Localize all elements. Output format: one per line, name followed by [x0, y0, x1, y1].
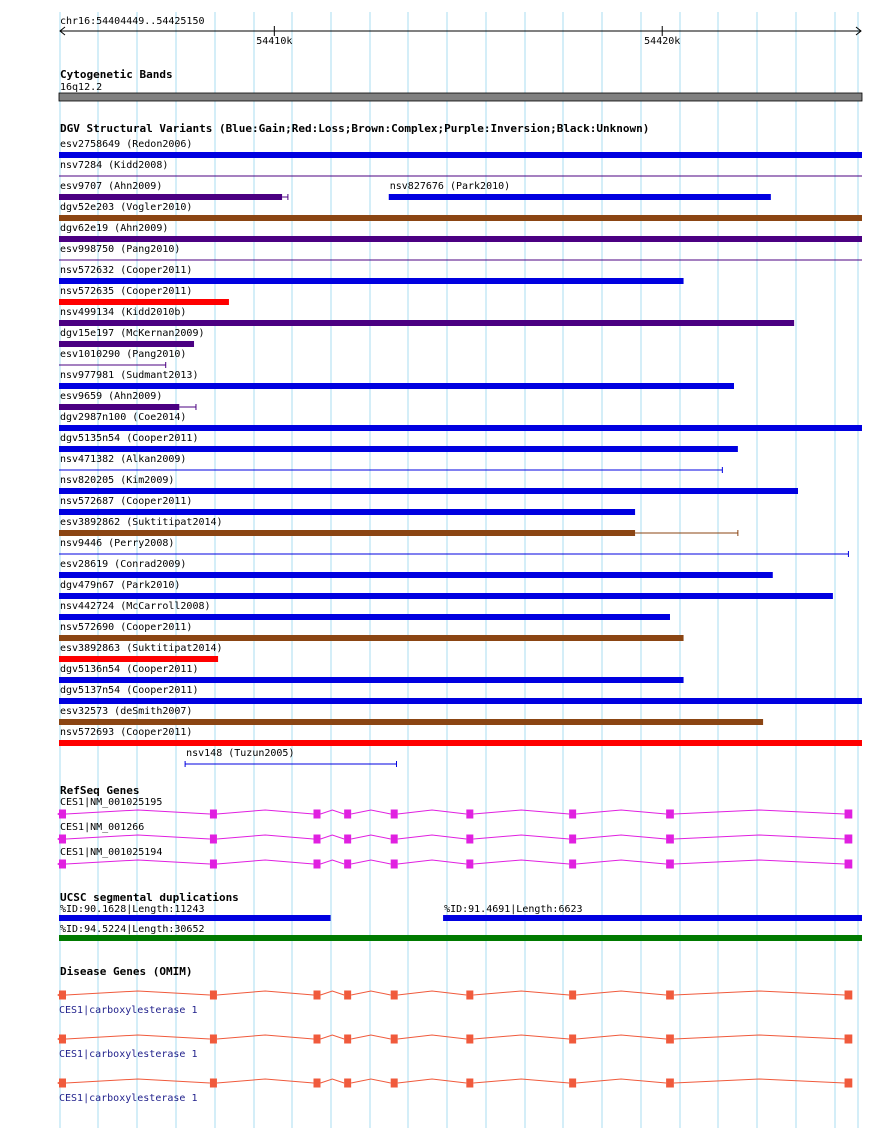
dgv-variant-label: nsv9446 (Perry2008) — [60, 538, 175, 549]
cytogenetic-bands-track[interactable] — [59, 68, 862, 101]
dgv-variant-label: nsv572632 (Cooper2011) — [60, 265, 193, 276]
dgv-variant-bar[interactable] — [59, 152, 862, 158]
dgv-variant[interactable] — [59, 727, 862, 746]
exon[interactable] — [391, 991, 398, 1000]
refseq-gene[interactable] — [58, 797, 852, 819]
intron — [217, 1035, 314, 1039]
intron — [321, 810, 345, 814]
segdup-bar[interactable] — [59, 915, 331, 921]
dgv-variant-bar[interactable] — [59, 488, 798, 494]
exon[interactable] — [391, 860, 398, 869]
exon[interactable] — [466, 835, 473, 844]
dgv-variant[interactable] — [59, 286, 229, 305]
dgv-variant-label: nsv499134 (Kidd2010b) — [60, 307, 187, 318]
intron — [351, 810, 391, 814]
exon[interactable] — [569, 1035, 576, 1044]
dgv-variant[interactable] — [59, 370, 734, 389]
omim-gene[interactable] — [58, 1035, 852, 1061]
dgv-variant[interactable] — [59, 412, 862, 431]
dgv-variant-label: nsv148 (Tuzun2005) — [186, 748, 295, 759]
omim-disease-genes-track[interactable] — [58, 965, 852, 1104]
exon[interactable] — [210, 810, 217, 819]
refseq-genes-track[interactable] — [58, 784, 852, 869]
exon[interactable] — [344, 860, 351, 869]
exon[interactable] — [845, 1035, 853, 1044]
intron — [576, 991, 666, 995]
dgv-variant-bar[interactable] — [59, 593, 833, 599]
dgv-variant[interactable] — [59, 307, 794, 326]
intron — [674, 860, 845, 864]
exon[interactable] — [666, 991, 674, 1000]
intron — [674, 1079, 845, 1083]
dgv-variant-label: esv1010290 (Pang2010) — [60, 349, 187, 360]
exon[interactable] — [845, 810, 853, 819]
intron — [217, 810, 314, 814]
dgv-variant-bar[interactable] — [59, 677, 684, 683]
exon[interactable] — [314, 1079, 321, 1088]
exon[interactable] — [845, 991, 853, 1000]
intron — [217, 860, 314, 864]
omim-gene-label: CES1|carboxylesterase 1 — [59, 1093, 198, 1104]
exon[interactable] — [569, 1079, 576, 1088]
cytogenetic-bands-title: Cytogenetic Bands — [60, 68, 173, 81]
dgv-variant[interactable] — [59, 601, 670, 620]
intron — [351, 1079, 391, 1083]
dgv-variant-bar[interactable] — [389, 194, 771, 200]
dgv-variant-bar[interactable] — [59, 215, 862, 221]
intron — [674, 835, 845, 839]
segdup-label: %ID:94.5224|Length:30652 — [60, 924, 205, 935]
exon[interactable] — [466, 1035, 473, 1044]
dgv-variant-bar[interactable] — [59, 320, 794, 326]
exon[interactable] — [666, 1035, 674, 1044]
intron — [66, 1035, 210, 1039]
exon[interactable] — [314, 860, 321, 869]
exon[interactable] — [344, 810, 351, 819]
dgv-variant-label: nsv7284 (Kidd2008) — [60, 160, 169, 171]
dgv-structural-variants-track[interactable] — [59, 122, 862, 767]
segmental-duplications-track[interactable] — [59, 891, 862, 941]
intron — [674, 810, 845, 814]
dgv-variant-bar[interactable] — [59, 404, 179, 410]
exon[interactable] — [59, 835, 66, 844]
dgv-variant[interactable] — [59, 349, 186, 368]
intron — [351, 991, 391, 995]
refseq-track-title: RefSeq Genes — [60, 784, 140, 797]
dgv-variant-bar[interactable] — [59, 299, 229, 305]
dgv-variant[interactable] — [389, 181, 771, 200]
intron — [66, 860, 210, 864]
dgv-variant[interactable] — [59, 643, 223, 662]
exon[interactable] — [845, 835, 853, 844]
dgv-variant[interactable] — [59, 538, 848, 557]
segdup-item[interactable] — [59, 904, 331, 921]
intron — [217, 1079, 314, 1083]
intron — [217, 835, 314, 839]
refseq-gene-label: CES1|NM_001025194 — [60, 847, 163, 858]
intron — [66, 835, 210, 839]
dgv-variant[interactable] — [59, 559, 773, 578]
ruler-tick-label: 54410k — [256, 36, 293, 47]
intron — [576, 1035, 666, 1039]
dgv-variant-bar[interactable] — [59, 635, 684, 641]
intron — [473, 835, 569, 839]
exon[interactable] — [391, 1035, 398, 1044]
dgv-variant[interactable] — [59, 706, 763, 725]
dgv-variant-label: dgv15e197 (McKernan2009) — [60, 328, 205, 339]
dgv-variant[interactable] — [59, 391, 196, 410]
dgv-variant[interactable] — [59, 517, 738, 536]
segdup-bar[interactable] — [443, 915, 862, 921]
intron — [321, 1035, 345, 1039]
exon[interactable] — [210, 991, 217, 1000]
intron — [321, 835, 345, 839]
segdup-item[interactable] — [59, 924, 862, 941]
refseq-gene[interactable] — [58, 847, 852, 869]
exon[interactable] — [666, 835, 674, 844]
intron — [674, 991, 845, 995]
intron — [217, 991, 314, 995]
exon[interactable] — [344, 1035, 351, 1044]
intron — [473, 860, 569, 864]
intron — [473, 810, 569, 814]
dgv-variant[interactable] — [59, 496, 635, 515]
intron — [576, 835, 666, 839]
dgv-variant-bar[interactable] — [59, 572, 773, 578]
intron — [576, 810, 666, 814]
dgv-variant-label: nsv572693 (Cooper2011) — [60, 727, 193, 738]
dgv-variant[interactable] — [185, 748, 396, 767]
region-label: chr16:54404449..54425150 — [60, 16, 205, 27]
exon[interactable] — [314, 835, 321, 844]
dgv-variant-bar[interactable] — [59, 425, 862, 431]
omim-gene-label: CES1|carboxylesterase 1 — [59, 1049, 198, 1060]
dgv-variant-bar[interactable] — [59, 383, 734, 389]
dgv-variant-bar[interactable] — [59, 236, 862, 242]
dgv-variant-label: nsv572635 (Cooper2011) — [60, 286, 193, 297]
exon[interactable] — [569, 991, 576, 1000]
exon[interactable] — [210, 860, 217, 869]
intron — [473, 1079, 569, 1083]
dgv-variant[interactable] — [59, 580, 833, 599]
dgv-variant-label: dgv2987n100 (Coe2014) — [60, 412, 187, 423]
segdup-track-title: UCSC segmental duplications — [60, 891, 239, 904]
exon[interactable] — [466, 991, 473, 1000]
dgv-variant-bar[interactable] — [59, 509, 635, 515]
omim-gene-label: CES1|carboxylesterase 1 — [59, 1005, 198, 1016]
intron — [66, 1079, 210, 1083]
omim-gene[interactable] — [58, 1079, 852, 1105]
exon[interactable] — [666, 810, 674, 819]
dgv-variant-bar[interactable] — [59, 698, 862, 704]
exon[interactable] — [569, 835, 576, 844]
exon[interactable] — [569, 860, 576, 869]
dgv-variant-label: nsv442724 (McCarroll2008) — [60, 601, 211, 612]
segdup-item[interactable] — [443, 904, 862, 921]
dgv-variant-bar[interactable] — [59, 446, 738, 452]
exon[interactable] — [59, 860, 66, 869]
dgv-variant[interactable] — [59, 328, 205, 347]
ruler-ticks — [256, 26, 680, 47]
dgv-variant-label: dgv62e19 (Ahn2009) — [60, 223, 169, 234]
exon[interactable] — [391, 810, 398, 819]
intron — [351, 835, 391, 839]
dgv-variant-label: nsv827676 (Park2010) — [389, 181, 511, 192]
segdup-features[interactable] — [59, 904, 862, 941]
ruler-track — [60, 16, 861, 47]
exon[interactable] — [666, 860, 674, 869]
exon[interactable] — [391, 835, 398, 844]
dgv-variant[interactable] — [59, 685, 862, 704]
intron — [674, 1035, 845, 1039]
exon[interactable] — [314, 1035, 321, 1044]
dgv-variant-label: dgv52e203 (Vogler2010) — [60, 202, 193, 213]
dgv-variant-label: esv3892863 (Suktitipat2014) — [60, 643, 223, 654]
dgv-variant[interactable] — [59, 622, 684, 641]
dgv-variant[interactable] — [59, 475, 798, 494]
dgv-variant[interactable] — [59, 202, 862, 221]
dgv-variant-bar[interactable] — [59, 194, 282, 200]
exon[interactable] — [569, 810, 576, 819]
exon[interactable] — [466, 810, 473, 819]
dgv-variant-label: esv32573 (deSmith2007) — [60, 706, 193, 717]
grid-lines — [60, 12, 858, 1128]
dgv-variant-label: nsv977981 (Sudmant2013) — [60, 370, 199, 381]
dgv-variant-label: dgv5137n54 (Cooper2011) — [60, 685, 199, 696]
dgv-variant-label: esv9659 (Ahn2009) — [60, 391, 163, 402]
dgv-variant[interactable] — [59, 265, 684, 284]
dgv-variant-bar[interactable] — [59, 740, 862, 746]
dgv-variant-label: dgv5136n54 (Cooper2011) — [60, 664, 199, 675]
exon[interactable] — [344, 835, 351, 844]
segdup-bar[interactable] — [59, 935, 862, 941]
exon[interactable] — [314, 991, 321, 1000]
dgv-variant[interactable] — [59, 244, 862, 260]
exon[interactable] — [314, 810, 321, 819]
dgv-variant[interactable] — [59, 223, 862, 242]
dgv-variant-label: esv9707 (Ahn2009) — [60, 181, 163, 192]
cytoband-label: 16q12.2 — [60, 82, 103, 93]
segdup-label: %ID:91.4691|Length:6623 — [444, 904, 583, 915]
dgv-variant-bar[interactable] — [59, 341, 194, 347]
intron — [321, 1079, 345, 1083]
dgv-variant-bar[interactable] — [59, 530, 635, 536]
exon[interactable] — [210, 1035, 217, 1044]
dgv-variant-label: esv3892862 (Suktitipat2014) — [60, 517, 223, 528]
exon[interactable] — [59, 991, 66, 1000]
omim-features[interactable] — [58, 991, 852, 1105]
refseq-features[interactable] — [58, 797, 852, 869]
dgv-variant-label: nsv471382 (Alkan2009) — [60, 454, 187, 465]
dgv-variant-label: esv28619 (Conrad2009) — [60, 559, 187, 570]
intron — [321, 860, 345, 864]
dgv-variant[interactable] — [59, 664, 684, 683]
exon[interactable] — [210, 1079, 217, 1088]
dgv-variant-label: dgv479n67 (Park2010) — [60, 580, 181, 591]
cytoband-bar[interactable] — [59, 93, 862, 101]
dgv-variant[interactable] — [59, 433, 738, 452]
exon[interactable] — [344, 1079, 351, 1088]
dgv-variant-label: esv998750 (Pang2010) — [60, 244, 181, 255]
dgv-features[interactable] — [59, 139, 862, 767]
intron — [576, 1079, 666, 1083]
intron — [66, 991, 210, 995]
dgv-variant-bar[interactable] — [59, 278, 684, 284]
dgv-variant-label: dgv5135n54 (Cooper2011) — [60, 433, 199, 444]
refseq-gene-label: CES1|NM_001025195 — [60, 797, 163, 808]
refseq-gene-label: CES1|NM_001266 — [60, 822, 145, 833]
exon[interactable] — [466, 860, 473, 869]
dgv-variant-bar[interactable] — [59, 614, 670, 620]
intron — [473, 991, 569, 995]
exon[interactable] — [59, 1079, 66, 1088]
omim-gene[interactable] — [58, 991, 852, 1017]
dgv-variant[interactable] — [59, 454, 722, 473]
dgv-track-title: DGV Structural Variants (Blue:Gain;Red:Loss;Brown:Complex;Purple:Inversion;Black:Unknown) — [60, 122, 650, 135]
exon[interactable] — [391, 1079, 398, 1088]
ruler-tick-label: 54420k — [644, 36, 681, 47]
exon[interactable] — [845, 860, 853, 869]
dgv-variant-label: esv2758649 (Redon2006) — [60, 139, 193, 150]
exon[interactable] — [845, 1079, 853, 1088]
dgv-variant-label: nsv572690 (Cooper2011) — [60, 622, 193, 633]
segdup-label: %ID:90.1628|Length:11243 — [60, 904, 205, 915]
refseq-gene[interactable] — [58, 822, 852, 844]
exon[interactable] — [466, 1079, 473, 1088]
exon[interactable] — [666, 1079, 674, 1088]
intron — [321, 991, 345, 995]
intron — [473, 1035, 569, 1039]
dgv-variant-bar[interactable] — [59, 656, 218, 662]
dgv-variant-label: nsv820205 (Kim2009) — [60, 475, 175, 486]
exon[interactable] — [59, 1035, 66, 1044]
dgv-variant[interactable] — [59, 139, 862, 158]
intron — [351, 860, 391, 864]
exon[interactable] — [344, 991, 351, 1000]
exon[interactable] — [59, 810, 66, 819]
exon[interactable] — [210, 835, 217, 844]
omim-track-title: Disease Genes (OMIM) — [60, 965, 193, 978]
intron — [576, 860, 666, 864]
intron — [66, 810, 210, 814]
dgv-variant[interactable] — [59, 160, 862, 176]
dgv-variant-bar[interactable] — [59, 719, 763, 725]
dgv-variant-label: nsv572687 (Cooper2011) — [60, 496, 193, 507]
intron — [351, 1035, 391, 1039]
